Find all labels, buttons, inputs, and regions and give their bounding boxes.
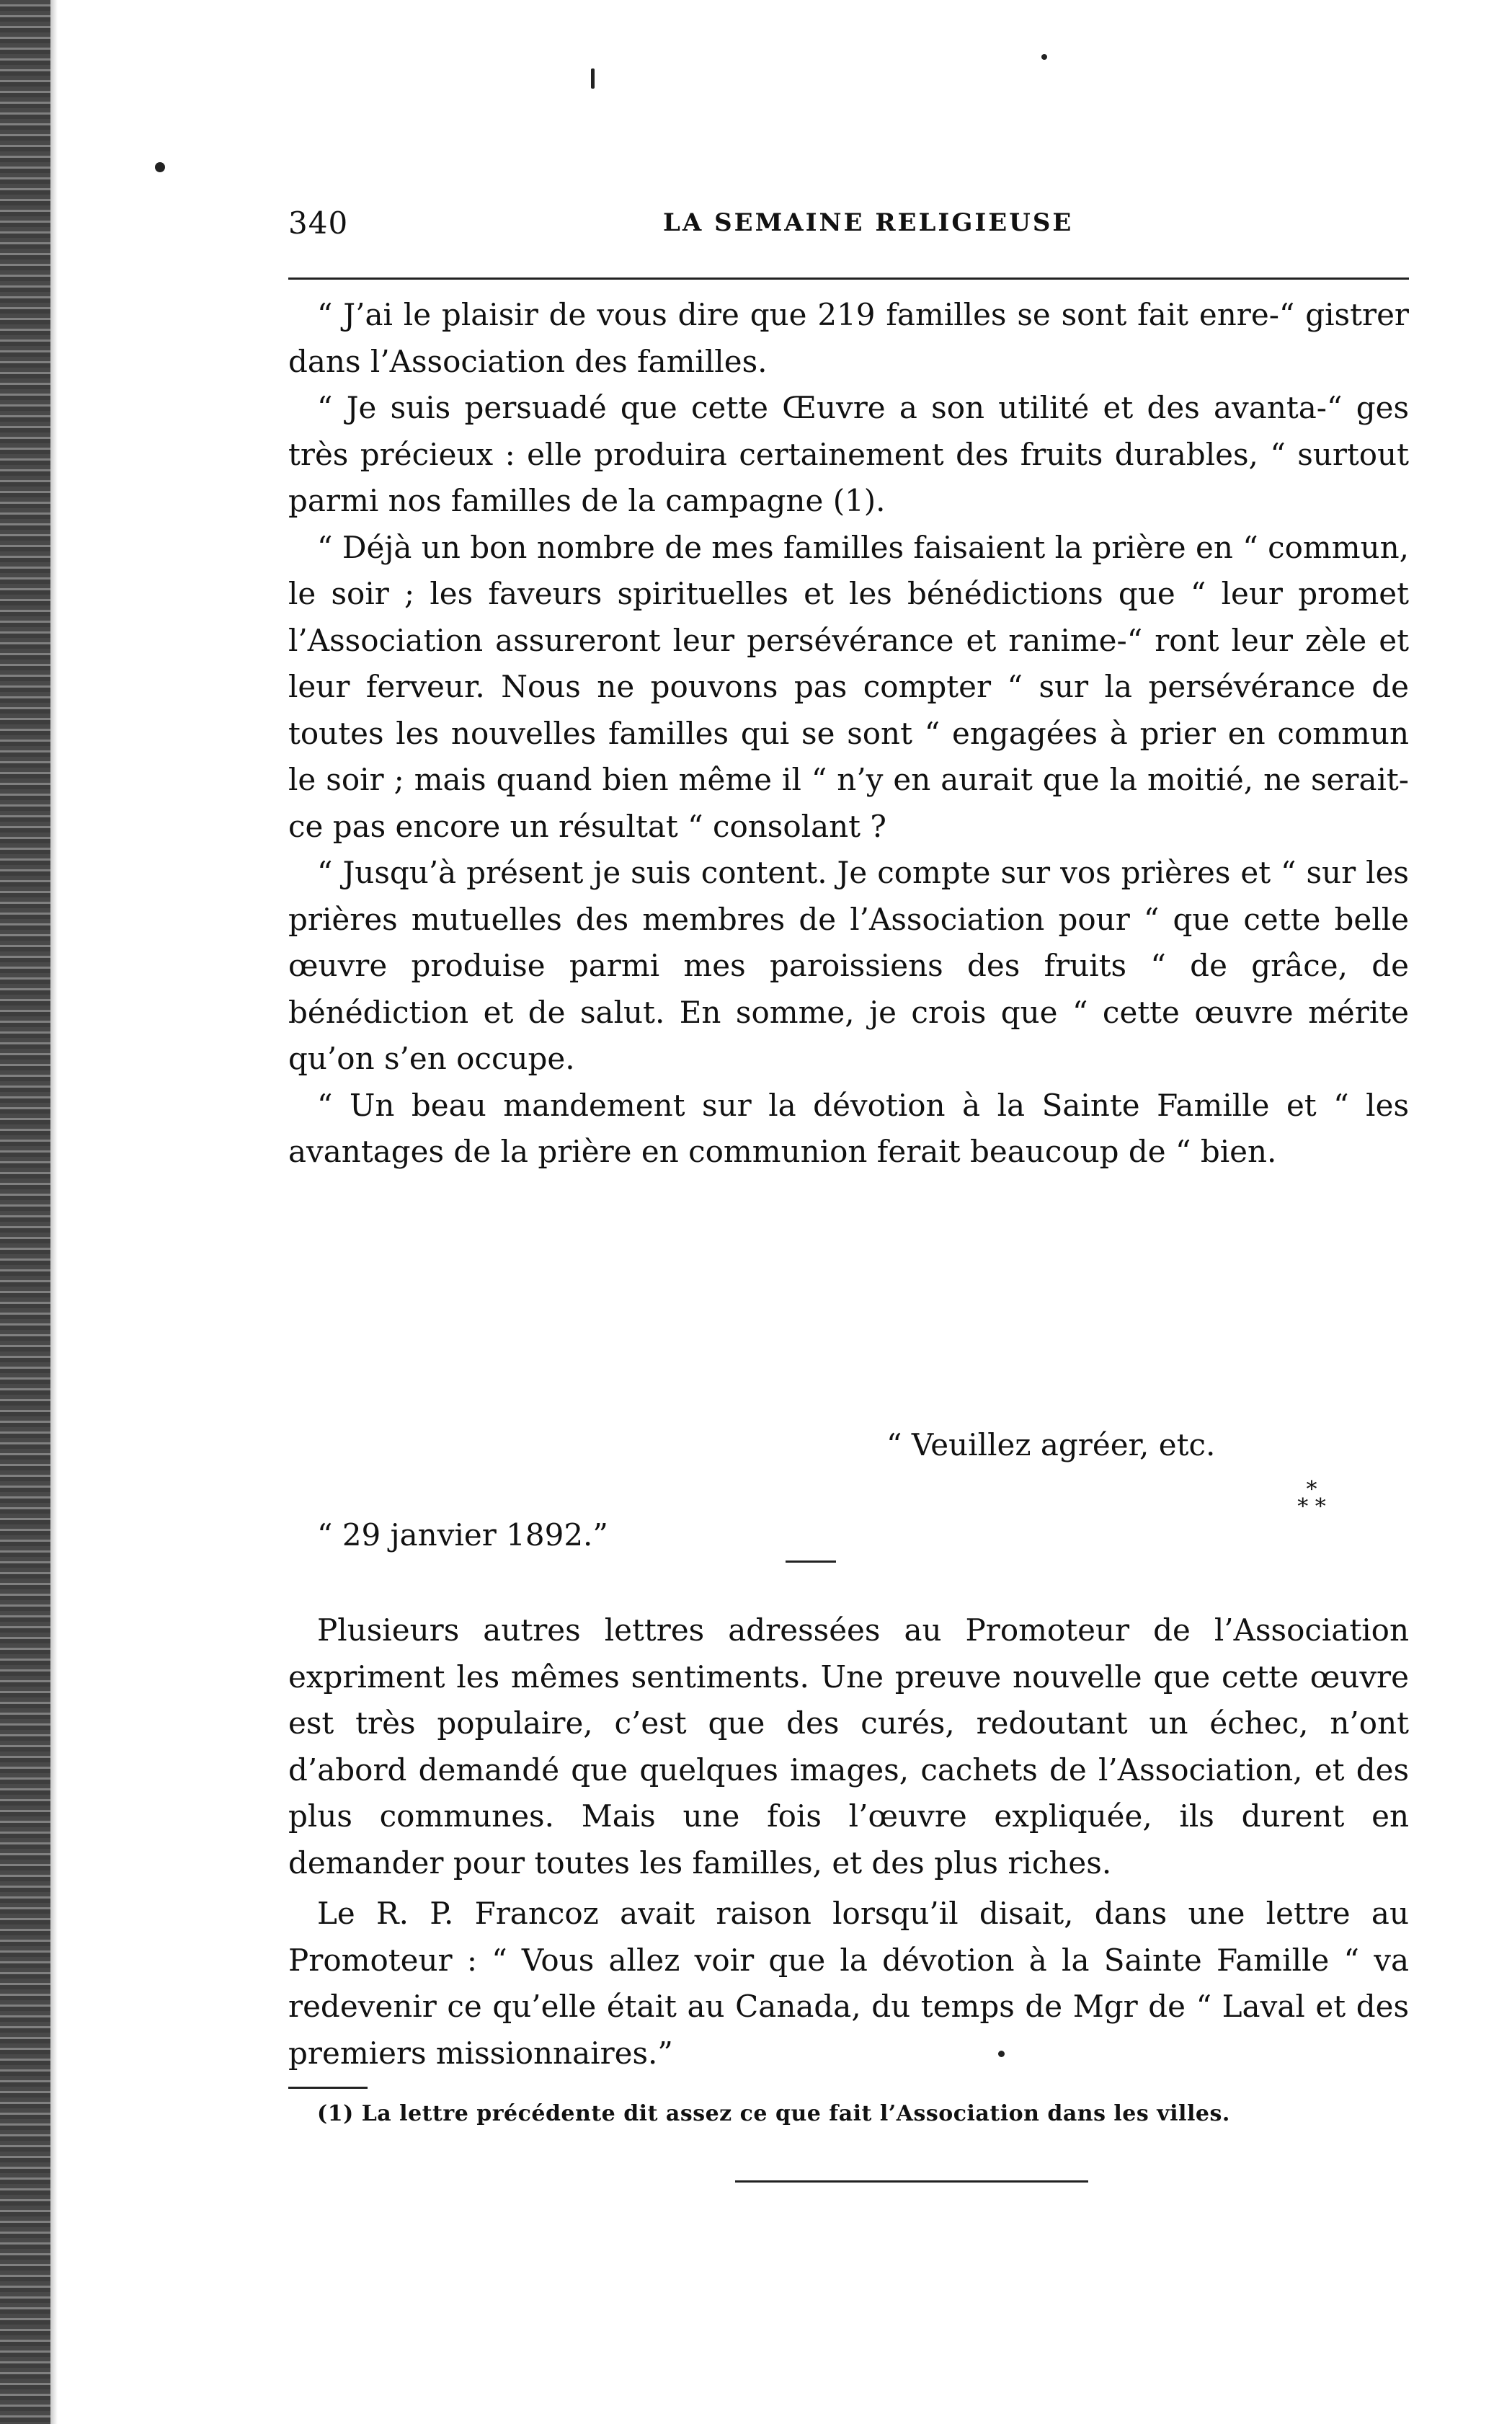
quoted-letter [288,292,1409,1176]
page-bottom-rule [735,2180,1088,2183]
body-text [288,1607,1409,2077]
asterism [1283,1477,1340,1519]
page-number: 340 [288,205,349,241]
section-divider [786,1560,836,1563]
letter-date: “ 29 janvier 1892.” [317,1517,608,1553]
running-head: LA SEMAINE RELIGIEUSE [663,208,1074,237]
letter-paragraph: “ Jusqu’à présent je suis content. Je compte sur vos prières et “ sur les prières mutuelles des membres de l’Association pour “ que cette belle œuvre produise parmi mes paroissiens des fruits “ de grâce, de bénédiction et de salut. En somme, je crois que “ cette œuvre mérite qu’on s’en occupe. [288,855,1409,1076]
letter-paragraph: “ Je suis persuadé que cette Œuvre a son utilité et des avanta-“ ges très précieux : elle produira certainement des fruits durables, “ surtout parmi nos familles de la campagne (1). [288,390,1409,518]
print-speck [1041,54,1047,60]
printed-page [288,205,1413,2126]
print-speck [155,162,165,172]
letter-paragraph: “ Un beau mandement sur la dévotion à la Sainte Famille et “ les avantages de la prière en communion ferait beaucoup de “ bien. [288,1087,1409,1169]
asterism-glyphs: * * * [1297,1477,1326,1519]
scanned-page-edge [0,0,50,2424]
page-header [288,205,1413,249]
letter-paragraph: “ Déjà un bon nombre de mes familles faisaient la prière en “ commun, le soir ; les faveurs spirituelles et les bénédictions que “ leur promet l’Association assureront leur persévérance et ranime-“ ront leur zèle et leur ferveur. Nous ne pouvons pas compter “ sur la persévérance de toutes les nouvelles familles qui se sont “ engagées à prier en commun le soir ; mais quand bien même il “ n’y en aurait que la moitié, ne serait-ce pas encore un résultat “ consolant ? [288,529,1409,844]
letter-signoff: “ Veuillez agréer, etc. [886,1427,1216,1462]
body-paragraph: Plusieurs autres lettres adressées au Promoteur de l’Association expriment les mêmes sentiments. Une preuve nouvelle que cette œuvre est très populaire, c’est que des curés, redoutant un échec, n’ont d’abord demandé que quelques images, cachets de l’Association, et des plus communes. Mais une fois l’œuvre expliquée, ils durent en demander pour toutes les familles, et des plus riches. [288,1612,1409,1881]
footnote-rule [288,2087,368,2089]
letter-paragraph: “ J’ai le plaisir de vous dire que 219 familles se sont fait enre-“ gistrer dans l’Association des familles. [288,297,1409,379]
print-speck [591,68,595,89]
header-rule [288,278,1409,280]
footnote: (1) La lettre précédente dit assez ce que fait l’Association dans les villes. [317,2101,1230,2126]
body-paragraph: Le R. P. Francoz avait raison lorsqu’il disait, dans une lettre au Promoteur : “ Vous allez voir que la dévotion à la Sainte Famille “ va redevenir ce qu’elle était au Canada, du temps de Mgr de “ Laval et des premiers missionnaires.” [288,1896,1409,2071]
